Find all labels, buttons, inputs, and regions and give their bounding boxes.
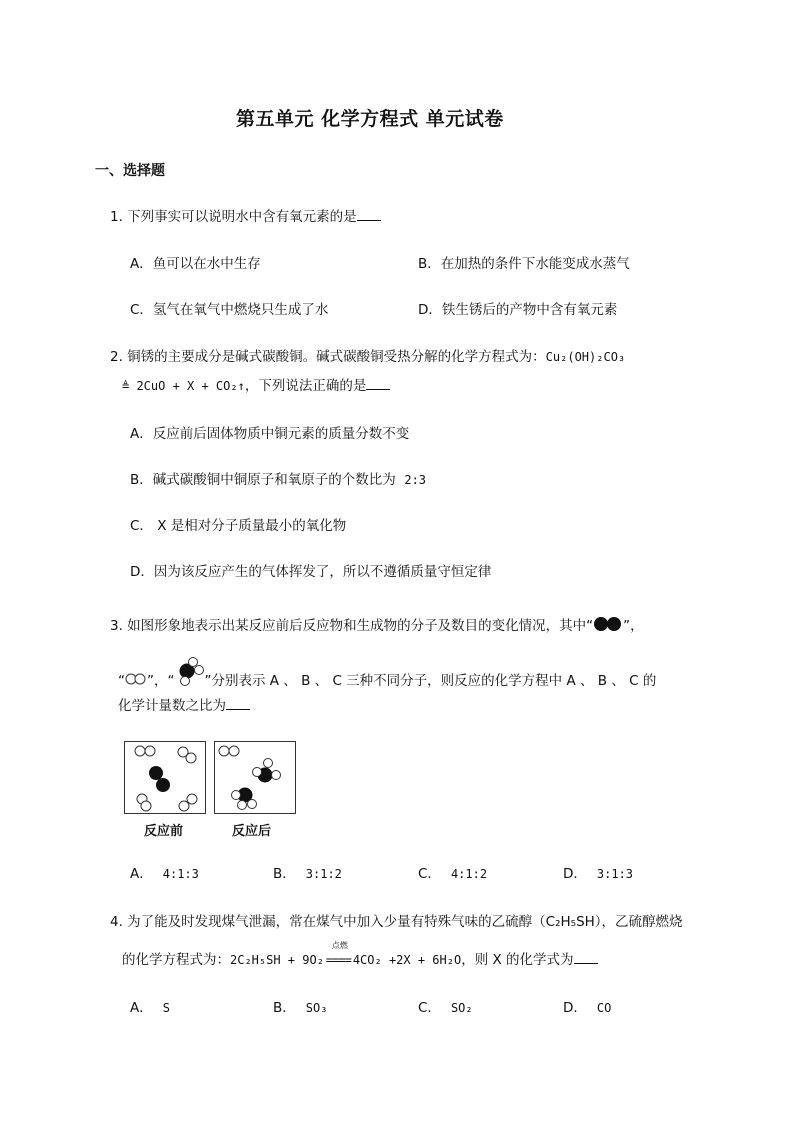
question-3-text-1-end: ”， — [623, 618, 644, 634]
question-4-equation-left: 2C₂H₅SH + 9O₂ — [230, 953, 324, 967]
question-4-text-b: ，则 X 的化学式为 — [461, 952, 574, 968]
question-3-stem-line1 — [110, 614, 644, 636]
q1-option-c: C．氢气在氧气中燃烧只生成了水 — [130, 302, 329, 318]
q2-option-a: A．反应前后固体物质中铜元素的质量分数不变 — [130, 426, 410, 442]
q4-option-c — [418, 996, 473, 1016]
question-3-text-3: 化学计量数之比为 — [118, 698, 226, 714]
q2-option-b-ratio: 2:3 — [404, 473, 427, 487]
q2-option-c: C． X 是相对分子质量最小的氧化物 — [130, 518, 347, 534]
molecule-b-icon — [125, 673, 147, 689]
q4-option-b-label: B． — [273, 1000, 296, 1016]
q3-option-a-label: A． — [130, 866, 153, 882]
answer-blank — [574, 951, 598, 964]
q3-option-d-value: 3:1:3 — [596, 867, 634, 881]
answer-blank — [357, 208, 381, 221]
question-2-formula: Cu₂(OH)₂CO₃ — [545, 350, 626, 364]
answer-blank — [226, 697, 250, 710]
q3-option-b-label: B． — [273, 866, 296, 882]
quote-separator: ”，“ — [147, 673, 175, 689]
q3-option-c — [418, 862, 487, 882]
question-2-text: 2. 铜锈的主要成分是碱式碳酸铜。碱式碳酸铜受热分解的化学方程式为： — [110, 349, 546, 365]
q3-option-b-value: 3:1:2 — [305, 867, 342, 881]
reaction-condition: 点燃 — [331, 941, 348, 950]
section-heading: 一、选择题 — [95, 163, 165, 179]
q2-option-d: D．因为该反应产生的气体挥发了，所以不遵循质量守恒定律 — [130, 564, 492, 580]
question-4-equation-right: 4CO₂ +2X + 6H₂O — [352, 953, 462, 967]
answer-blank — [366, 377, 390, 390]
q3-option-a — [130, 862, 199, 882]
question-3-text-2: ”分别表示 A 、 B 、 C 三种不同分子，则反应的化学方程中 A 、 B 、 C 的 — [204, 673, 657, 689]
before-reaction-box — [124, 741, 206, 814]
after-reaction-molecules — [215, 742, 295, 813]
q3-option-a-value: 4:1:3 — [162, 867, 199, 881]
after-reaction-box — [214, 741, 296, 814]
q4-option-b — [273, 996, 327, 1016]
q1-option-b: B．在加热的条件下水能变成水蒸气 — [418, 256, 630, 272]
quote-open: “ — [118, 673, 125, 689]
question-2-stem-line2 — [122, 374, 390, 394]
question-3-stem-line3 — [118, 694, 250, 714]
molecule-a-icon — [593, 616, 623, 636]
molecule-c-icon — [175, 656, 205, 690]
question-1-stem — [110, 205, 381, 225]
question-1-text: 1. 下列事实可以说明水中含有氧元素的是 — [110, 209, 357, 225]
q3-option-d-label: D． — [563, 866, 587, 882]
q4-option-a — [130, 996, 170, 1016]
question-4-text-a: 的化学方程式为： — [122, 952, 230, 968]
question-2-text-2: ，下列说法正确的是 — [244, 378, 367, 394]
q3-option-d — [563, 862, 633, 882]
question-2-equation: ≜ 2CuO + X + CO₂↑ — [122, 379, 245, 393]
q4-option-d-label: D． — [563, 1000, 587, 1016]
q4-option-d — [563, 996, 611, 1016]
caption-after: 反应后 — [232, 824, 272, 839]
question-3-text-1: 3. 如图形象地表示出某反应前后反应物和生成物的分子及数目的变化情况，其中“ — [110, 618, 594, 634]
q4-option-c-label: C． — [418, 1000, 441, 1016]
q2-option-b — [130, 468, 426, 488]
reaction-condition-arrow: 点燃 ==== — [325, 941, 351, 967]
q3-option-b — [273, 862, 342, 882]
q4-option-b-value: SO₃ — [305, 1001, 328, 1015]
q1-option-d: D．铁生锈后的产物中含有氧元素 — [418, 302, 618, 318]
q4-option-a-value: S — [162, 1001, 170, 1015]
q3-option-c-value: 4:1:2 — [450, 867, 488, 881]
question-2-stem-line1 — [110, 345, 625, 365]
q1-option-a: A．鱼可以在水中生存 — [130, 256, 261, 272]
question-3-stem-line2 — [118, 664, 656, 698]
caption-before: 反应前 — [144, 824, 184, 839]
q2-option-b-text: B．碱式碳酸铜中铜原子和氧原子的个数比为 — [130, 472, 396, 488]
q3-option-c-label: C． — [418, 866, 441, 882]
q4-option-a-label: A． — [130, 1000, 153, 1016]
question-4-stem-line2 — [122, 941, 598, 968]
question-4-stem-line1: 4. 为了能及时发现煤气泄漏，常在煤气中加入少量有特殊气味的乙硫醇（C₂H₅SH），乙硫醇燃烧 — [110, 914, 683, 930]
page-title: 第五单元 化学方程式 单元试卷 — [236, 108, 504, 130]
before-reaction-molecules — [125, 742, 205, 813]
q4-option-c-value: SO₂ — [450, 1001, 473, 1015]
q4-option-d-value: CO — [596, 1001, 612, 1015]
